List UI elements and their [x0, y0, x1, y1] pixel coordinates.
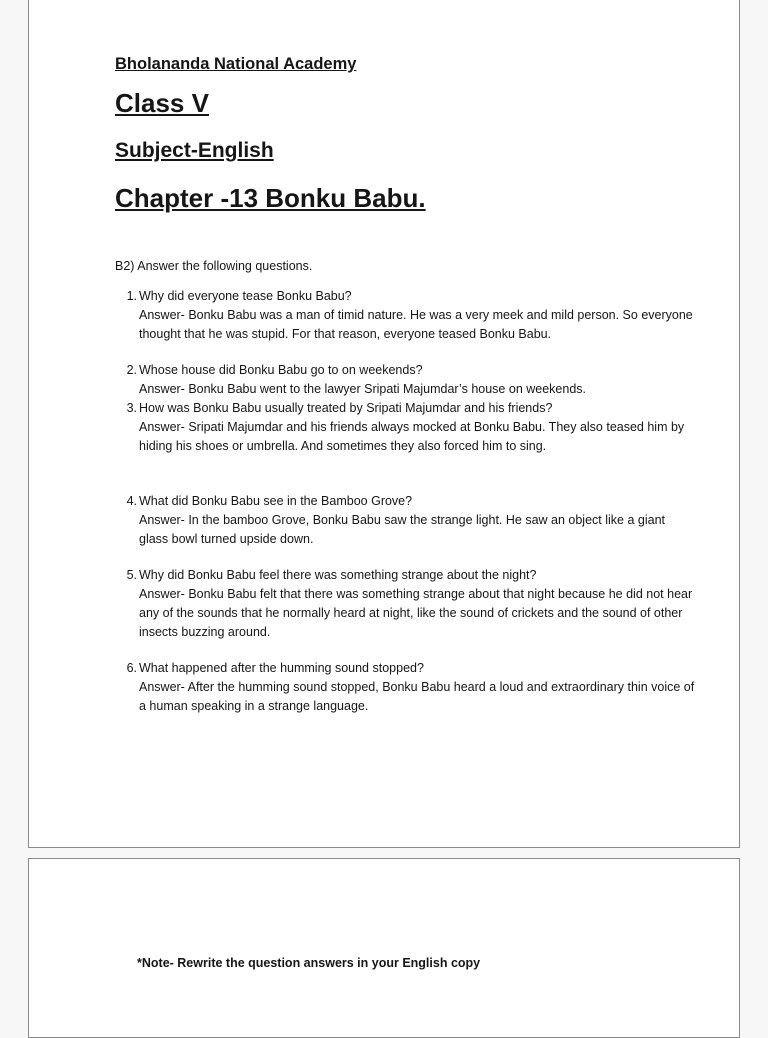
question-item — [115, 361, 695, 399]
question-item — [115, 492, 695, 549]
question-number: 5. — [126, 568, 137, 582]
question-number: 4. — [126, 494, 137, 508]
worksheet-page — [28, 0, 740, 848]
answer-text: Answer- Bonku Babu went to the lawyer Sripati Majumdar’s house on weekends. — [139, 382, 586, 396]
answer-text: Answer- In the bamboo Grove, Bonku Babu saw the strange light. He saw an object like a giant glass bowl turned upside down. — [139, 513, 665, 546]
subject-title: Subject-English — [115, 139, 274, 162]
question-text: How was Bonku Babu usually treated by Sripati Majumdar and his friends? — [139, 401, 553, 415]
question-number: 3. — [126, 401, 137, 415]
question-number: 2. — [126, 363, 137, 377]
question-item — [115, 566, 695, 642]
question-item — [115, 659, 695, 716]
section-instruction: B2) Answer the following questions. — [115, 259, 313, 273]
answer-text: Answer- After the humming sound stopped, Bonku Babu heard a loud and extraordinary thin voice of a human speaking in a strange language. — [139, 680, 695, 713]
question-number: 1. — [126, 289, 137, 303]
question-item — [115, 287, 695, 344]
answer-text: Answer- Bonku Babu was a man of timid nature. He was a very meek and mild person. So everyone thought that he was stupid. For that reason, everyone teased Bonku Babu. — [139, 308, 693, 341]
class-title: Class V — [115, 88, 209, 118]
chapter-title: Chapter -13 Bonku Babu. — [115, 183, 426, 213]
note-text: *Note- Rewrite the question answers in your English copy — [137, 956, 481, 970]
question-text: Why did Bonku Babu feel there was something strange about the night? — [139, 568, 537, 582]
answer-text: Answer- Sripati Majumdar and his friends always mocked at Bonku Babu. They also teased him by hiding his shoes or umbrella. And sometimes they also forced him to sing. — [139, 420, 685, 453]
answer-text: Answer- Bonku Babu felt that there was something strange about that night because he did not hear any of the sounds that he normally heard at night, like the sound of crickets and the sound of other insects buzzing around. — [139, 587, 693, 639]
question-number: 6. — [126, 661, 137, 675]
question-item — [115, 399, 695, 456]
question-text: Why did everyone tease Bonku Babu? — [139, 289, 352, 303]
question-text: Whose house did Bonku Babu go to on weekends? — [139, 363, 423, 377]
note-page — [28, 858, 740, 1038]
school-name: Bholananda National Academy — [115, 55, 357, 73]
question-text: What happened after the humming sound stopped? — [139, 661, 424, 675]
question-text: What did Bonku Babu see in the Bamboo Grove? — [139, 494, 413, 508]
